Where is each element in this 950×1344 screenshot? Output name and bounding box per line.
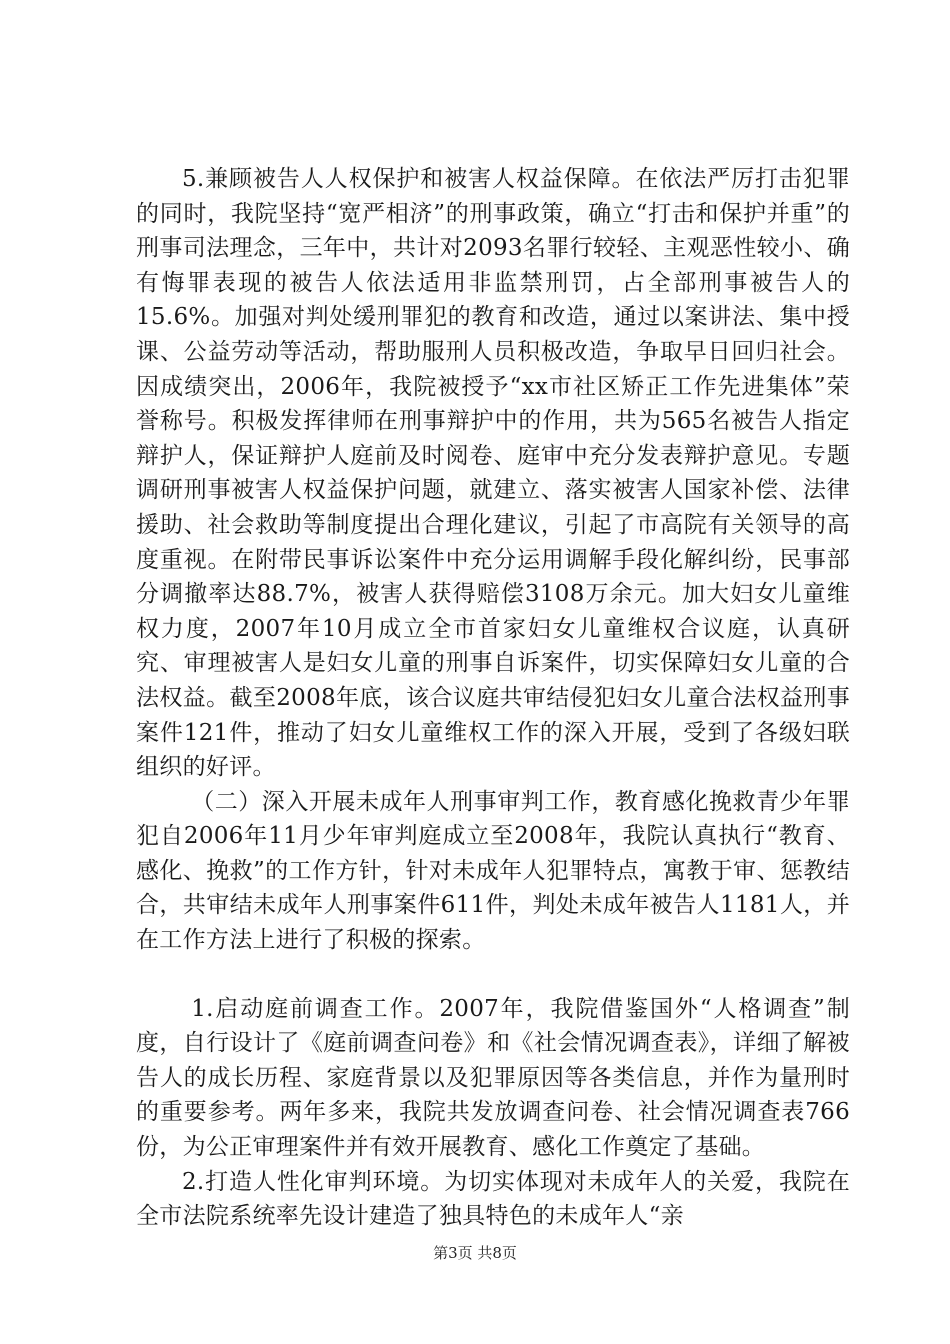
paragraph-pretrial-investigation: 1.启动庭前调查工作。2007年，我院借鉴国外“人格调查”制度，自行设计了《庭前调查问卷》和《社会情况调查表》，详细了解被告人的成长历程、家庭背景以及犯罪原因等各类信息，并作为量刑时的重要参考。两年多来，我院共发放调查问卷、社会情况调查表766份，为公正审理案件并有效开展教育、感化工作奠定了基础。 (136, 995, 850, 1161)
paragraph-defendant-rights: 5.兼顾被告人人权保护和被害人权益保障。在依法严厉打击犯罪的同时，我院坚持“宽严相济”的刑事政策，确立“打击和保护并重”的刑事司法理念，三年中，共计对2093名罪行较轻、主观恶性较小、确有悔罪表现的被告人依法适用非监禁刑罚，占全部刑事被告人的15.6%。加强对判处缓刑罪犯的教育和改造，通过以案讲法、集中授课、公益劳动等活动，帮助服刑人员积极改造，争取早日回归社会。因成绩突出，2006年，我院被授予“xx市社区矫正工作先进集体”荣誉称号。积极发挥律师在刑事辩护中的作用，共为565名被告人指定辩护人，保证辩护人庭前及时阅卷、庭审中充分发表辩护意见。专题调研刑事被害人权益保护问题，就建立、落实被害人国家补偿、法律援助、社会救助等制度提出合理化建议，引起了市高院有关领导的高度重视。在附带民事诉讼案件中充分运用调解手段化解纠纷，民事部分调撤率达88.7%，被害人获得赔偿3108万余元。加大妇女儿童维权力度，2007年10月成立全市首家妇女儿童维权合议庭，认真研究、审理被害人是妇女儿童的刑事自诉案件，切实保障妇女儿童的合法权益。截至2008年底，该合议庭共审结侵犯妇女儿童合法权益刑事案件121件，推动了妇女儿童维权工作的深入开展，受到了各级妇联组织的好评。 (136, 166, 850, 781)
page-footer: 第3页 共8页 (433, 1244, 517, 1262)
paragraph-juvenile-trial: （二）深入开展未成年人刑事审判工作，教育感化挽救青少年罪犯自2006年11月少年审判庭成立至2008年，我院认真执行“教育、感化、挽救”的工作方针，针对未成年人犯罪特点，寓教于审、惩教结合，共审结未成年人刑事案件611件，判处未成年被告人1181人，并在工作方法上进行了积极的探索。 (136, 788, 850, 954)
document-body (136, 162, 850, 1234)
paragraph-trial-environment: 2.打造人性化审判环境。为切实体现对未成年人的关爱，我院在全市法院系统率先设计建造了独具特色的未成年人“亲 (136, 1168, 850, 1230)
